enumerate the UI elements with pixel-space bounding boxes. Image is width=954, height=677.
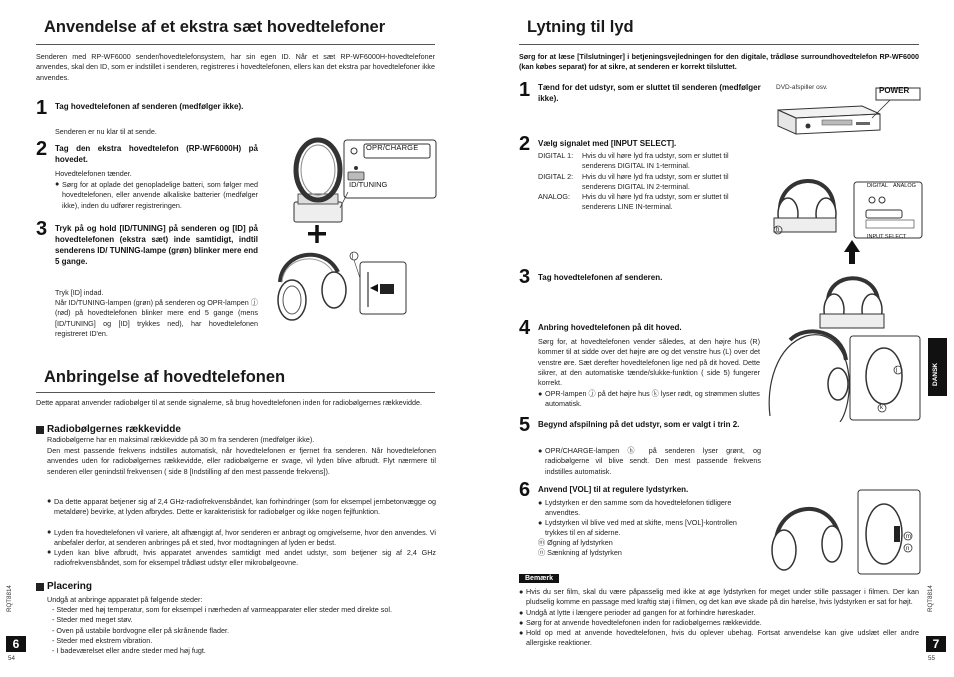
list-item: - Steder med meget støv.: [52, 615, 133, 625]
language-tab: [928, 338, 947, 396]
input-definitions: [538, 151, 764, 213]
title-rule: [36, 44, 435, 45]
step-number: 6: [519, 479, 531, 501]
opr-charge-label: OPR/CHARGE: [366, 143, 419, 152]
note-text: Undgå at lytte i længere perioder ad gangen for at forhindre høreskader.: [526, 607, 756, 617]
bullet-icon: ●: [538, 518, 543, 527]
definition-row: [538, 172, 764, 193]
callout-n-label: n: [906, 546, 910, 552]
list-item-text: Steder med høj temperatur, som for eksempel i nærheden af varmeapparater eller steder med direkte sol.: [56, 605, 392, 614]
definition-value: Hvis du vil høre lyd fra udstyr, som er sluttet til senderens LINE IN-terminal.: [582, 192, 729, 212]
intro-paragraph: Senderen med RP-WF6000 sender/hovedtelefonsystem, har sin egen ID. Når et sæt RP-WF6000H-hovedtelefoner anvendes, skal den ID, som er indstillet i senderen, registreres i hovedtelefonen, ellers kan det ekstra par hovedtelefoner ikke anvendes.: [36, 52, 435, 82]
step-note: Hovedtelefonen tænder.: [55, 169, 132, 178]
list-item: - Steder med høj temperatur, som for eksempel i nærheden af varmeapparater eller steder med direkte sol.: [52, 605, 392, 614]
step-title: Tænd for det udstyr, som er sluttet til senderen (medfølger ikke).: [538, 83, 761, 103]
list-item: [519, 628, 919, 649]
note-label: Bemærk: [519, 574, 559, 583]
volume-up-note: ⓜ Øgning af lydstyrken: [538, 538, 613, 547]
bullet-icon: ●: [47, 527, 52, 536]
bullet-icon: ●: [519, 587, 524, 596]
definition-value: Hvis du vil høre lyd fra udstyr, som er sluttet til senderens DIGITAL IN 1-terminal.: [582, 151, 729, 171]
volume-down-note: ⓝ Sænkning af lydstyrken: [538, 548, 622, 557]
list-item-text: Oven på ustabile bordvogne eller på skrånende flader.: [56, 625, 230, 635]
note-text: Hvis du ser film, skal du være påpasselig med ikke at øge lydstyrken for meget under stille passager i filmen. Der kan pludselig komme en passage med kraftig støj i filmen, og det kan øve skade på din hørelse, hvis lydstyrken er sat for højt.: [526, 587, 919, 607]
definition-row: [538, 151, 764, 172]
id-tuning-label: ID/TUNING: [349, 180, 388, 189]
subheading-text: Placering: [47, 581, 93, 592]
definition-key: DIGITAL 2:: [538, 171, 574, 181]
step-title: Tag hovedtelefonen af senderen (medfølger ikke).: [55, 102, 244, 111]
step-title: Vælg signalet med [INPUT SELECT].: [538, 139, 677, 148]
language-tab-label: DANSK: [932, 362, 939, 386]
page-title: Lytning til lyd: [527, 18, 634, 36]
square-bullet-icon: [36, 583, 44, 591]
step-number: 5: [519, 414, 531, 436]
definition-key: ANALOG:: [538, 192, 570, 202]
list-item: - Steder med ekstrem vibration.: [52, 635, 153, 645]
step-number: 3: [36, 218, 48, 240]
placement-intro: Undgå at anbringe apparatet på følgende steder:: [47, 595, 203, 604]
list-item-text: Steder med ekstrem vibration.: [56, 635, 153, 645]
placement-list: [52, 605, 442, 656]
step-paragraph: Når ID/TUNING-lampen (grøn) på senderen og OPR-lampen ⓙ (rød) på hovedtelefonen blinker mere end 5 gange (mens [ID/TUNING] og [ID] trykkes ned), har hovedtelefonen registreret ID'en.: [55, 298, 258, 338]
page-number: 7: [926, 636, 946, 652]
power-label: POWER: [879, 86, 910, 95]
transmitter-illustration: [268, 132, 440, 330]
note-text: Sørg for at anvende hovedtelefonen inden for radiobølgernes rækkevidde.: [526, 617, 762, 627]
list-item: [519, 587, 919, 608]
volume-control-illustration: [766, 486, 922, 576]
range-text: Radiobølgerne har en maksimal rækkevidde på 30 m fra senderen (medfølger ikke).: [47, 435, 315, 444]
step-number: 1: [519, 79, 531, 101]
definition-row: [538, 192, 764, 213]
bullet-icon: ●: [47, 547, 52, 556]
step-note: Tryk [ID] indad.: [55, 288, 104, 297]
callout-h-label: h: [776, 227, 780, 233]
step-bullet: Lydstyrken er den samme som da hovedtelefonen tidligere anvendtes.: [545, 498, 732, 518]
analog-label: ANALOG: [893, 183, 916, 189]
step-number: 1: [36, 97, 48, 119]
step-number: 4: [519, 317, 531, 339]
step-bullet: Lydstyrken vil blive ved med at skifte, mens [VOL]-kontrollen trykkes til en af siderne.: [545, 518, 737, 538]
step-bullet: OPR/CHARGE-lampen ⓗ på senderen lyser grønt, og radiobølgerne vil blive sendt. Den mest passende frekvens indstilles automatisk.: [545, 446, 761, 476]
input-select-label: INPUT SELECT: [867, 234, 907, 240]
square-bullet-icon: [36, 426, 44, 434]
step-number: 3: [519, 266, 531, 288]
subheading: [36, 581, 92, 592]
callout-j-label: j: [896, 367, 898, 373]
intro-paragraph: Sørg for at læse [Tilslutninger] i betjeningsvejledningen for den digitale, trådløse surroundhovedtelefon RP-WF6000 (kan købes separat) for at sikre, at senderen er korrekt tilsluttet.: [519, 52, 919, 72]
range-bullet: Lyden fra hovedtelefonen vil variere, alt afhængigt af, hvor senderen er anbragt og omgivelserne, hvor den anvendes. Vi anbefaler derfor, at senderen anbringes på et sted, hvor modtagningen af lyden er bedst.: [54, 528, 436, 548]
subheading-text: Radiobølgernes rækkevidde: [47, 424, 181, 435]
list-item: - Oven på ustabile bordvogne eller på skrånende flader.: [52, 625, 230, 635]
list-item: [519, 608, 919, 618]
range-bullet: Da dette apparat betjener sig af 2,4 GHz-radiofrekvensbåndet, kan forhindringer (som for eksempel jernbetonvægge og metaldøre) bevirke, at lyden afbrydes. Dette er karakteristisk for radiobølger og ikke nogen fejlfunktion.: [54, 497, 436, 517]
person-wearing-headphones-illustration: [766, 326, 922, 422]
step-title: Begynd afspilning på det udstyr, som er valgt i trin 2.: [538, 420, 740, 429]
step-title: Anbring hovedtelefonen på dit hoved.: [538, 323, 682, 332]
list-item-text: I badeværelset eller andre steder med høj fugt.: [56, 646, 206, 656]
step-title: Tag hovedtelefonen af senderen.: [538, 273, 663, 282]
bullet-icon: ●: [519, 628, 524, 638]
step-number: 2: [36, 138, 48, 160]
page-title: Anvendelse af et ekstra sæt hovedtelefoner: [44, 18, 386, 36]
document-code: RQT8814: [927, 585, 934, 612]
step-paragraph: Sørg for, at hovedtelefonen vender således, at den højre hus (R) kommer til at sidde over det højre øre og det venstre hus (L) over det venstre øre. Sæt derefter hovedtelefonen lige ned på dit hoved. Dette sikrer, at den automatiske tænde/slukke-funktion ( side 5) fungerer korrekt.: [538, 337, 760, 388]
title-rule: [36, 392, 435, 393]
bullet-icon: ●: [519, 607, 524, 617]
subheading: [36, 424, 181, 435]
range-text: Den mest passende frekvens indstilles automatisk, når hovedtelefonen er fjernet fra senderen. Når hovedtelefonen anvendes uden for radiobølgernes rækkevidde, eller radiobølgerne er svage, vil lyden blive afbrudt. Flyt nærmere til senderen eller genindstil frekvensen ( side 8 [Indstilling af den mest passende frekvens]).: [47, 446, 436, 476]
step-title: Tryk på og hold [ID/TUNING] på senderen og [ID] på hovedtelefonen (ekstra sæt) inde samtidigt, indtil senderens ID/ TUNING-lampe (grøn) blinker mere end 5 gange.: [55, 224, 258, 266]
step-title: Tag den ekstra hovedtelefon (RP-WF6000H) på hovedet.: [55, 144, 258, 164]
bullet-icon: ●: [519, 617, 524, 627]
callout-k-label: k: [880, 405, 883, 411]
bullet-icon: ●: [538, 446, 543, 455]
bullet-icon: ●: [47, 496, 52, 505]
document-code: RQT8814: [6, 585, 13, 612]
list-item-text: Steder med meget støv.: [56, 615, 133, 625]
page-number-small: 55: [928, 655, 935, 662]
callout-j-label: j: [352, 253, 354, 259]
title-rule: [519, 44, 919, 45]
step-title: Anvend [VOL] til at regulere lydstyrken.: [538, 485, 689, 494]
step-note: Senderen er nu klar til at sende.: [55, 127, 157, 136]
note-list: [519, 587, 919, 649]
step-bullet: OPR-lampen ⓙ på det højre hus ⓚ lyser rødt, og strømmen sluttes automatisk.: [545, 389, 760, 409]
intro-paragraph: Dette apparat anvender radiobølger til at sende signalerne, så brug hovedtelefonen inden for radiobølgernes rækkevidde.: [36, 398, 422, 407]
definition-value: Hvis du vil høre lyd fra udstyr, som er sluttet til senderens DIGITAL IN 2-terminal.: [582, 171, 729, 191]
bullet-icon: ●: [538, 389, 543, 398]
page-number-small: 54: [8, 655, 15, 662]
bullet-icon: ●: [55, 179, 60, 188]
step-number: 2: [519, 133, 531, 155]
section-title: Anbringelse af hovedtelefonen: [44, 368, 286, 386]
digital-label: DIGITAL: [867, 183, 888, 189]
note-text: Hold op med at anvende hovedtelefonen, hvis du oplever ubehag. Fortsat anvendelse kan give udslæt eller andre allergiske reaktioner.: [526, 628, 919, 648]
bullet-icon: ●: [538, 498, 543, 507]
callout-m-label: m: [906, 534, 911, 540]
list-item: [519, 618, 919, 628]
range-bullet: Lyden kan blive afbrudt, hvis apparatet anvendes samtidigt med andet udstyr, som betjener sig af 2,4 GHz radiofrekvensbåndet, som for eksempel trådløst udstyr eller mikrobølgeovne.: [54, 548, 436, 568]
definition-key: DIGITAL 1:: [538, 151, 574, 160]
list-item: - I badeværelset eller andre steder med høj fugt.: [52, 646, 206, 656]
dvd-label: DVD-afspiller osv.: [776, 84, 828, 91]
step-bullet: Sørg for at oplade det genopladelige batteri, som følger med hovedtelefonen, eller anvende alkaliske batterier (medfølger ikke), inden du udfører registreringen.: [62, 180, 258, 210]
page-number: 6: [6, 636, 26, 652]
